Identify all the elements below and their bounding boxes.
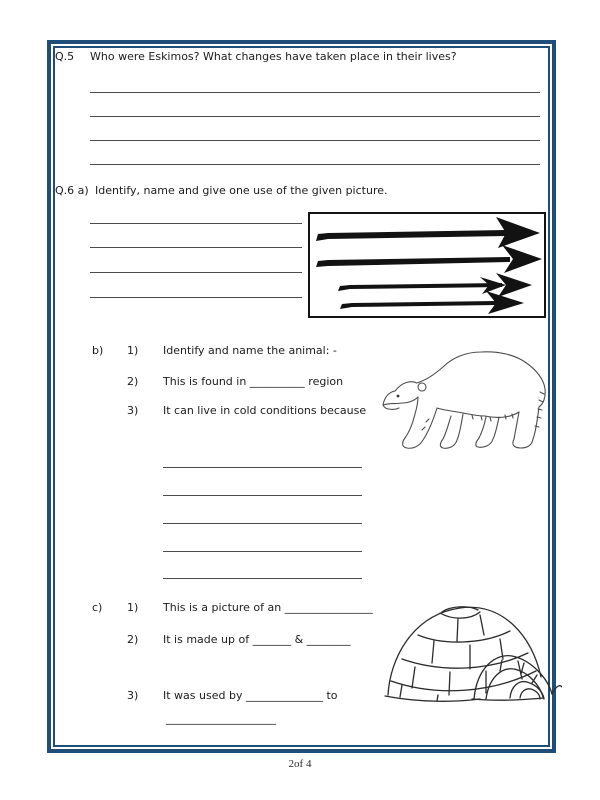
answer-line: [163, 578, 362, 579]
answer-line: [163, 523, 362, 524]
q6b-label: b): [92, 344, 104, 357]
q6a-label: Q.6 a): [55, 184, 89, 197]
igloo-drawing: [382, 595, 562, 723]
answer-line: [163, 495, 362, 496]
harpoon-arrows-picture: [308, 212, 546, 318]
q6b-item2-text: This is found in __________ region: [163, 375, 344, 388]
q5-label: Q.5: [55, 50, 75, 63]
q6c-item2-num: 2): [127, 633, 139, 646]
q6a-question: Identify, name and give one use of the given picture.: [95, 184, 388, 197]
answer-line: [90, 92, 540, 93]
answer-line: [90, 223, 302, 224]
q6c-item3-num: 3): [127, 689, 139, 702]
q6c-item1-text: This is a picture of an ________________: [163, 601, 373, 614]
q6c-trailing-blank: ____________________: [166, 712, 276, 725]
polar-bear-picture: [377, 337, 553, 467]
answer-line: [163, 551, 362, 552]
q6b-item1-num: 1): [127, 344, 139, 357]
answer-line: [90, 164, 540, 165]
answer-line: [163, 467, 362, 468]
answer-line: [90, 140, 540, 141]
q6c-item3-text: It was used by ______________ to: [163, 689, 338, 702]
q6c-item2-text: It is made up of _______ & ________: [163, 633, 351, 646]
answer-line: [90, 272, 302, 273]
answer-line: [90, 297, 302, 298]
q5-question: Who were Eskimos? What changes have taken place in their lives?: [90, 50, 457, 63]
q6b-item3-text: It can live in cold conditions because: [163, 404, 367, 417]
q6b-item2-num: 2): [127, 375, 139, 388]
answer-line: [90, 247, 302, 248]
q6c-label: c): [92, 601, 103, 614]
answer-line: [90, 116, 540, 117]
q6c-item1-num: 1): [127, 601, 139, 614]
q6b-item3-num: 3): [127, 404, 139, 417]
harpoon-arrows-drawing: [310, 214, 544, 316]
polar-bear-drawing: [377, 337, 553, 467]
igloo-picture: [382, 595, 562, 723]
q6b-item1-text: Identify and name the animal: -: [163, 344, 337, 357]
page-number: 2of 4: [288, 758, 312, 770]
